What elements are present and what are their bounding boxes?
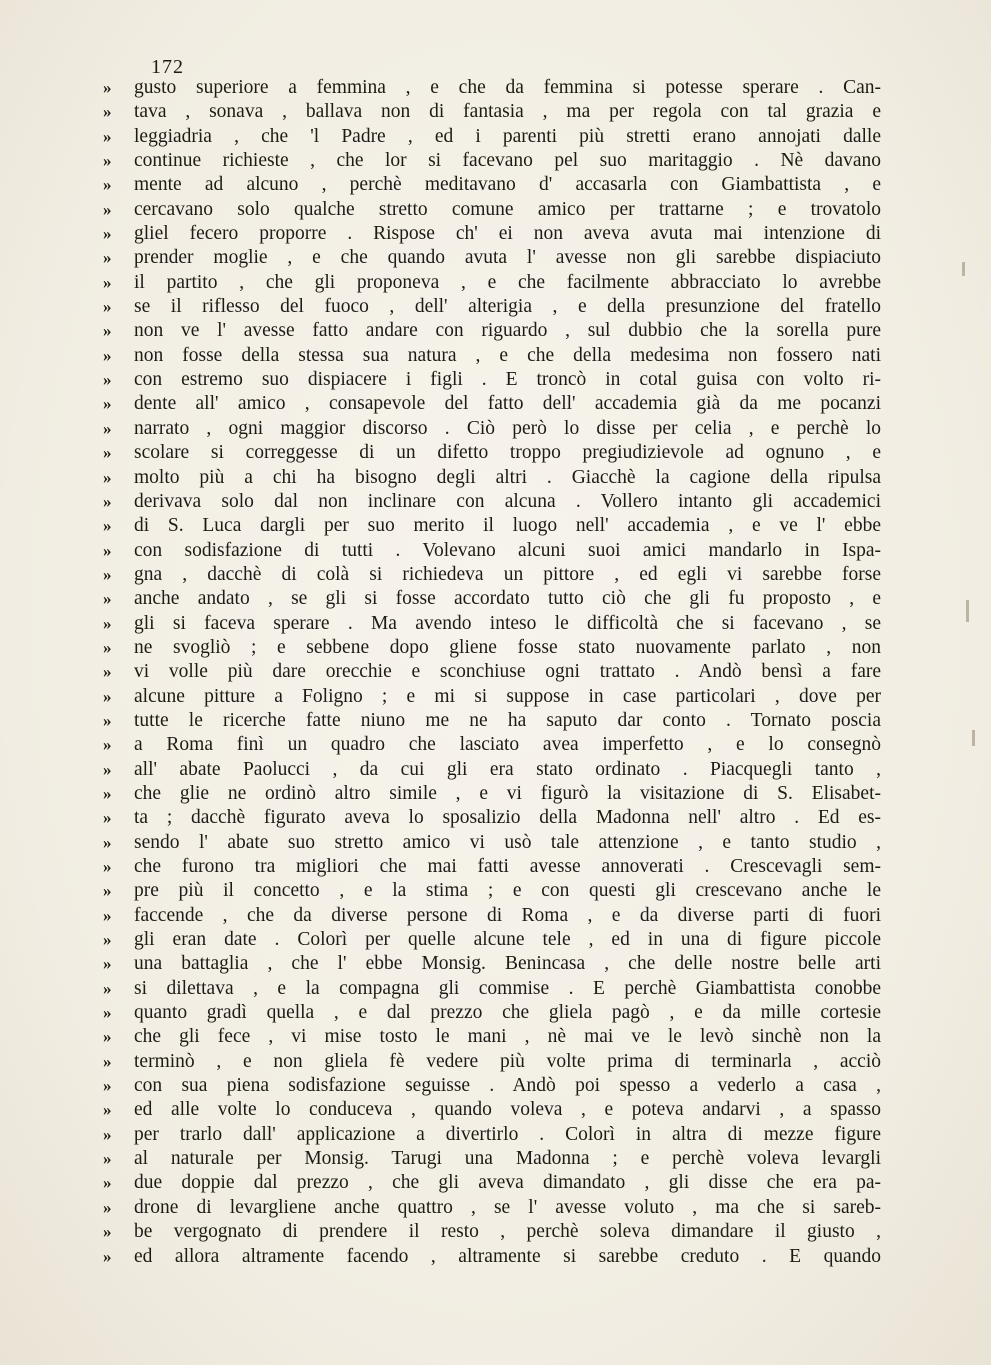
margin-mark — [962, 262, 965, 276]
line-text: gli si faceva sperare . Ma avendo inteso le difficoltà che si facevano , se — [134, 612, 881, 634]
line-text: gli eran date . Colorì per quelle alcune tele , ed in una di figure piccole — [134, 929, 881, 951]
text-line — [0, 271, 991, 295]
line-text: terminò , e non gliela fè vedere più volte prima di terminarla , acciò — [134, 1050, 881, 1072]
text-line — [0, 198, 991, 222]
text-line — [0, 173, 991, 197]
text-line — [0, 563, 991, 587]
line-text: gliel fecero proporre . Rispose ch' ei non aveva avuta mai intenzione di — [134, 223, 881, 245]
text-line — [0, 782, 991, 806]
text-line — [0, 831, 991, 855]
quote-marker: » — [103, 394, 111, 414]
text-line — [0, 490, 991, 514]
quote-marker: » — [103, 710, 111, 730]
quote-marker: » — [103, 783, 111, 803]
text-line — [0, 977, 991, 1001]
quote-marker: » — [103, 1222, 111, 1242]
quote-marker: » — [103, 857, 111, 876]
quote-marker: » — [103, 151, 111, 171]
line-text: scolare si correggesse di un difetto troppo pregiudizievole ad ognuno , e — [134, 442, 881, 464]
quote-marker: » — [103, 126, 111, 146]
text-line — [0, 392, 991, 416]
line-text: vi volle più dare orecchie e sconchiuse ogni trattato . Andò bensì a fare — [134, 661, 881, 683]
quote-marker: » — [103, 467, 111, 487]
line-text: molto più a chi ha bisogno degli altri . Giacchè la cagione della ripulsa — [134, 466, 881, 488]
quote-marker: » — [103, 589, 111, 609]
line-text: per trarlo dall' applicazione a divertirlo . Colorì in altra di mezze figure — [134, 1123, 881, 1145]
text-line — [0, 466, 991, 490]
text-line — [0, 904, 991, 928]
text-line — [0, 539, 991, 563]
quote-marker: » — [103, 1027, 111, 1047]
text-line — [0, 806, 991, 830]
quote-marker: » — [103, 418, 111, 438]
line-text: all' abate Paolucci , da cui gli era stato ordinato . Piacquegli tanto , — [134, 758, 881, 780]
text-line — [0, 1074, 991, 1098]
line-text: che gli fece , vi mise tosto le mani , nè mai ve le levò sinchè non la — [134, 1026, 881, 1048]
quote-marker: » — [103, 662, 111, 682]
line-text: se il riflesso del fuoco , dell' alterigia , e della presunzione del fratello — [134, 296, 881, 318]
line-text: ne svogliò ; e sebbene dopo gliene fosse stato nuovamente parlato , non — [134, 636, 881, 658]
line-text: non ve l' avesse fatto andare con riguardo , sul dubbio che la sorella pure — [134, 320, 881, 342]
line-text: ed alle volte lo conduceva , quando voleva , e poteva andarvi , a spasso — [134, 1099, 881, 1121]
text-line — [0, 441, 991, 465]
line-text: che glie ne ordinò altro simile , e vi figurò la visitazione di S. Elisabet- — [134, 782, 881, 804]
text-line — [0, 612, 991, 636]
line-text: il partito , che gli proponeva , e che facilmente abbracciato lo avrebbe — [134, 271, 881, 293]
quote-marker: » — [103, 1173, 111, 1193]
quote-marker: » — [103, 735, 111, 755]
text-line — [0, 587, 991, 611]
text-line — [0, 76, 991, 100]
line-text: derivava solo dal non inclinare con alcuna . Vollero intanto gli accademici — [134, 490, 881, 512]
quote-marker: » — [103, 1076, 111, 1096]
line-text: ed allora altramente facendo , altramente si sarebbe creduto . E quando — [134, 1245, 881, 1267]
line-text: non fosse della stessa sua natura , e che della medesima non fossero nati — [134, 344, 881, 366]
quote-marker: » — [103, 1003, 111, 1023]
text-line — [0, 1171, 991, 1195]
line-text: a Roma finì un quadro che lasciato avea imperfetto , e lo consegnò — [134, 734, 881, 756]
text-line — [0, 514, 991, 538]
line-text: con sodisfazione di tutti . Volevano alcuni suoi amici mandarlo in Ispa- — [134, 539, 881, 561]
line-text: alcune pitture a Foligno ; e mi si suppose in case particolari , dove per — [134, 685, 881, 707]
quote-marker: » — [103, 1197, 111, 1217]
line-text: faccende , che da diverse persone di Roma , e da diverse parti di fuori — [134, 904, 881, 926]
text-line — [0, 1001, 991, 1025]
line-text: gna , dacchè di colà si richiedeva un pittore , ed egli vi sarebbe forse — [134, 563, 881, 585]
quote-marker: » — [103, 443, 111, 463]
quote-marker: » — [103, 978, 111, 998]
line-text: dente all' amico , consapevole del fatto dell' accademia già da me pocanzi — [134, 393, 881, 415]
margin-mark — [966, 600, 969, 622]
quote-marker: » — [103, 321, 111, 341]
quote-marker: » — [103, 1100, 111, 1120]
quote-marker: » — [103, 808, 111, 828]
line-text: con sua piena sodisfazione seguisse . Andò poi spesso a vederlo a casa , — [134, 1075, 881, 1097]
line-text: con estremo suo dispiacere i figli . E troncò in cotal guisa con volto ri- — [134, 369, 881, 391]
text-line — [0, 125, 991, 149]
line-text: ta ; dacchè figurato aveva lo sposalizio della Madonna nell' altro . Ed es- — [134, 807, 881, 829]
quote-marker: » — [103, 175, 111, 195]
line-text: pre più il concetto , e la stima ; e con questi gli crescevano anche le — [134, 880, 881, 902]
quote-marker: » — [103, 613, 111, 633]
quote-marker: » — [103, 540, 111, 560]
quote-marker: » — [103, 1051, 111, 1071]
quote-marker: » — [103, 516, 111, 536]
quote-marker: » — [103, 78, 111, 97]
text-line — [0, 685, 991, 709]
text-line — [0, 1123, 991, 1147]
line-text: tutte le ricerche fatte niuno me ne ha saputo dar conto . Tornato poscia — [134, 709, 881, 731]
quote-marker: » — [103, 930, 111, 950]
text-line — [0, 1245, 991, 1269]
line-text: leggiadria , che 'l Padre , ed i parenti più stretti erano annojati dalle — [134, 125, 881, 147]
text-line — [0, 733, 991, 757]
text-line — [0, 879, 991, 903]
quote-marker: » — [103, 564, 111, 584]
text-line — [0, 319, 991, 343]
line-text: narrato , ogni maggior discorso . Ciò però lo disse per celia , e perchè lo — [134, 417, 881, 439]
line-text: che furono tra migliori che mai fatti avesse annoverati . Crescevagli sem- — [134, 856, 881, 877]
quote-marker: » — [103, 1124, 111, 1144]
text-line — [0, 709, 991, 733]
text-line — [0, 344, 991, 368]
line-text: drone di levargliene anche quattro , se l' avesse voluto , ma che si sareb- — [134, 1196, 881, 1218]
quote-marker: » — [103, 881, 111, 901]
quote-marker: » — [103, 272, 111, 292]
quote-marker: » — [103, 345, 111, 365]
quote-marker: » — [103, 370, 111, 390]
text-line — [0, 295, 991, 319]
text-line — [0, 368, 991, 392]
line-text: al naturale per Monsig. Tarugi una Madonna ; e perchè voleva levargli — [134, 1148, 881, 1170]
line-text: quanto gradì quella , e dal prezzo che gliela pagò , e da mille cortesie — [134, 1002, 881, 1024]
line-text: una battaglia , che l' ebbe Monsig. Benincasa , che delle nostre belle arti — [134, 953, 881, 975]
text-block — [0, 76, 991, 1269]
text-line — [0, 855, 991, 879]
line-text: si dilettava , e la compagna gli commise . E perchè Giambattista conobbe — [134, 977, 881, 999]
quote-marker: » — [103, 905, 111, 925]
quote-marker: » — [103, 954, 111, 974]
line-text: sendo l' abate suo stretto amico vi usò tale attenzione , e tanto studio , — [134, 831, 881, 853]
line-text: gusto superiore a femmina , e che da femmina si potesse sperare . Can- — [134, 77, 881, 98]
quote-marker: » — [103, 686, 111, 706]
line-text: continue richieste , che lor si facevano pel suo maritaggio . Nè davano — [134, 150, 881, 172]
text-line — [0, 660, 991, 684]
text-line — [0, 1025, 991, 1049]
line-text: mente ad alcuno , perchè meditavano d' accasarla con Giambattista , e — [134, 174, 881, 196]
line-text: cercavano solo qualche stretto comune amico per trattarne ; e trovatolo — [134, 198, 881, 220]
text-line — [0, 758, 991, 782]
text-line — [0, 928, 991, 952]
text-line — [0, 1050, 991, 1074]
line-text: di S. Luca dargli per suo merito il luogo nell' accademia , e ve l' ebbe — [134, 515, 881, 537]
quote-marker: » — [103, 224, 111, 244]
quote-marker: » — [103, 491, 111, 511]
line-text: prender moglie , e che quando avuta l' avesse non gli sarebbe dispiaciuto — [134, 247, 881, 269]
quote-marker: » — [103, 102, 111, 122]
quote-marker: » — [103, 637, 111, 657]
text-line — [0, 100, 991, 124]
page-number: 172 — [151, 56, 184, 78]
text-line — [0, 1147, 991, 1171]
text-line — [0, 149, 991, 173]
quote-marker: » — [103, 759, 111, 779]
quote-marker: » — [103, 248, 111, 268]
line-text: be vergognato di prendere il resto , perchè soleva dimandare il giusto , — [134, 1221, 881, 1243]
text-line — [0, 222, 991, 246]
text-line — [0, 1196, 991, 1220]
line-text: tava , sonava , ballava non di fantasia , ma per regola con tal grazia e — [134, 101, 881, 123]
text-line — [0, 417, 991, 441]
text-line — [0, 952, 991, 976]
text-line — [0, 246, 991, 270]
text-line — [0, 1098, 991, 1122]
quote-marker: » — [103, 1246, 111, 1266]
text-line — [0, 636, 991, 660]
quote-marker: » — [103, 199, 111, 219]
quote-marker: » — [103, 297, 111, 317]
line-text: due doppie dal prezzo , che gli aveva dimandato , gli disse che era pa- — [134, 1172, 881, 1194]
quote-marker: » — [103, 832, 111, 852]
margin-mark — [972, 730, 975, 746]
quote-marker: » — [103, 1149, 111, 1169]
line-text: anche andato , se gli si fosse accordato tutto ciò che gli fu proposto , e — [134, 588, 881, 610]
text-line — [0, 1220, 991, 1244]
